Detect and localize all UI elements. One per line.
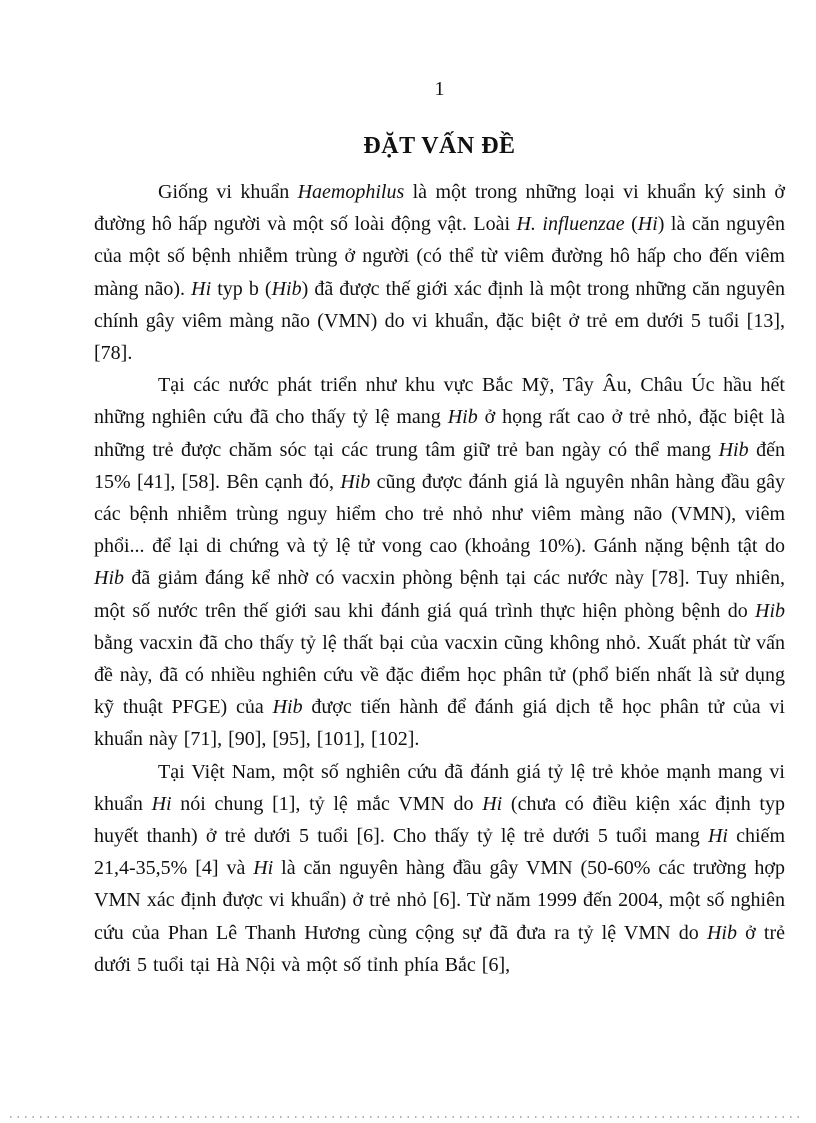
text-run: Hib	[271, 277, 302, 300]
text-run: cũng được đánh giá là nguyên nhân hàng đầu gây các bệnh nhiễm trùng nguy hiểm cho trẻ nhỏ như viêm màng não (VMN), viêm phổi... để lại di chứng và tỷ lệ tử vong cao (khoảng 10%). Gánh nặng bệnh tật do	[94, 470, 785, 558]
page-bottom-dotted-divider	[10, 1116, 804, 1118]
text-run: Hi	[707, 825, 728, 848]
text-run: là một trong những loại vi khuẩn ký sinh ở đường hô hấp người và một số loài động vật. Loài	[94, 181, 785, 236]
paragraph	[94, 176, 785, 369]
text-run: Hib	[94, 567, 124, 590]
text-run: ở họng rất cao ở trẻ nhỏ, đặc biệt là những trẻ được chăm sóc tại các trung tâm giữ trẻ ban ngày có thể mang	[94, 406, 785, 461]
text-run: Hib	[340, 470, 371, 493]
text-run: Hib	[718, 438, 749, 461]
text-run: nói chung [1], tỷ lệ mắc VMN do	[171, 792, 483, 815]
text-run: Hib	[272, 696, 303, 719]
text-run: Hib	[447, 406, 478, 429]
text-run: Hi	[191, 277, 212, 300]
text-run: Giống vi khuẩn	[158, 181, 298, 203]
text-run: Hib	[706, 921, 737, 944]
text-run: đến 15% [41], [58]. Bên cạnh đó,	[94, 438, 785, 493]
text-run: H. influenzae	[516, 213, 625, 236]
text-run: Hi	[253, 857, 274, 880]
text-run: bằng vacxin đã cho thấy tỷ lệ thất bại của vacxin cũng không nhỏ. Xuất phát từ vấn đề này, đã có nhiều nghiên cứu về đặc điểm học phân tử (phổ biến nhất là sử dụng kỹ thuật PFGE) của	[94, 631, 785, 719]
text-run: Tại Việt Nam, một số nghiên cứu đã đánh giá tỷ lệ trẻ khỏe mạnh mang vi khuẩn	[94, 760, 785, 815]
text-run: Hib	[755, 599, 785, 622]
text-run: Hi	[151, 792, 172, 815]
text-run: (	[624, 213, 638, 236]
paragraph	[94, 369, 785, 755]
text-run: (chưa có điều kiện xác định typ huyết thanh) ở trẻ dưới 5 tuổi [6]. Cho thấy tỷ lệ trẻ dưới 5 tuổi mang	[94, 792, 785, 848]
text-run: đã giảm đáng kể nhờ có vacxin phòng bệnh tại các nước này [78]. Tuy nhiên, một số nước trên thế giới sau khi đánh giá quá trình thực hiện phòng bệnh do	[94, 567, 785, 622]
paragraph	[94, 756, 785, 981]
text-run: Hi	[482, 792, 503, 815]
text-run: ) là căn nguyên của một số bệnh nhiễm trùng ở người (có thể từ viêm đường hô hấp cho đến viêm màng não).	[94, 213, 785, 300]
text-run: ) đã được thế giới xác định là một trong những căn nguyên chính gây viêm màng não (VMN) do vi khuẩn, đặc biệt ở trẻ em dưới 5 tuổi [13], [78].	[94, 277, 785, 365]
text-run: Tại các nước phát triển như khu vực Bắc Mỹ, Tây Âu, Châu Úc hầu hết những nghiên cứu đã cho thấy tỷ lệ mang	[94, 374, 785, 429]
page-number: 1	[434, 78, 445, 100]
text-run: là căn nguyên hàng đầu gây VMN (50-60% các trường hợp VMN xác định được vi khuẩn) ở trẻ nhỏ [6]. Từ năm 1999 đến 2004, một số nghiên cứu của Phan Lê Thanh Hương cùng cộng sự đã đưa ra tỷ lệ VMN do	[94, 857, 785, 944]
body-text	[94, 176, 785, 981]
section-title: ĐẶT VẤN ĐỀ	[363, 133, 516, 159]
text-run: được tiến hành để đánh giá dịch tễ học phân tử của vi khuẩn này [71], [90], [95], [101], [102].	[94, 696, 785, 751]
text-run: chiếm 21,4-35,5% [4] và	[94, 825, 785, 880]
text-run: typ b (	[211, 277, 272, 300]
text-run: Hi	[637, 213, 658, 236]
text-run: ở trẻ dưới 5 tuổi tại Hà Nội và một số tỉnh phía Bắc [6],	[94, 921, 785, 976]
text-run: Haemophilus	[297, 181, 405, 203]
